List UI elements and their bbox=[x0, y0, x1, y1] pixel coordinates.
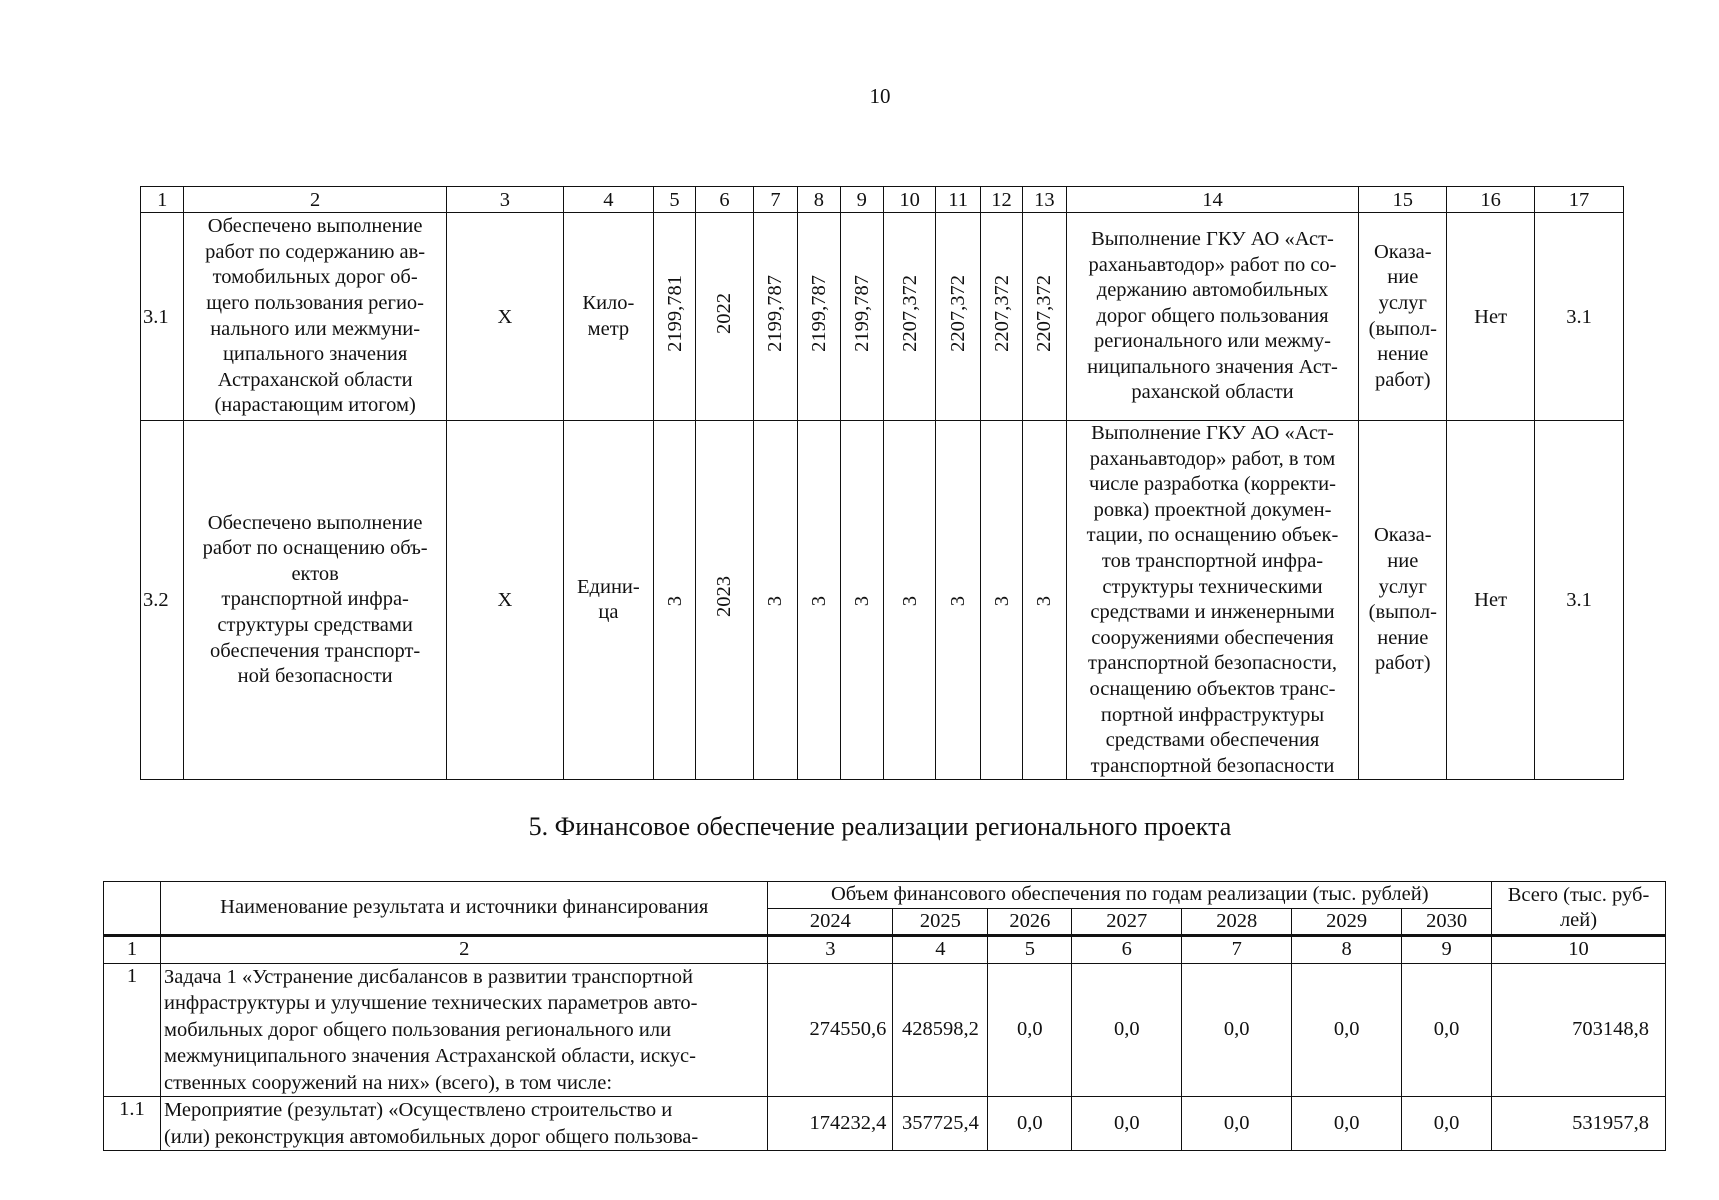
col17-value: 3.1 bbox=[1535, 421, 1624, 780]
year-header: 2030 bbox=[1402, 908, 1492, 936]
header-total: Всего (тыс. руб- лей) bbox=[1492, 882, 1666, 936]
page-number: 10 bbox=[869, 84, 891, 108]
value-cell: 3 bbox=[840, 421, 883, 780]
result-name: Обеспечено выполнение работ по содержанию ав- томобильных дорог об- щего пользования регио- нального или межмуни- ципального значения Астраханской области (нарастающим итогом) bbox=[184, 213, 446, 421]
base-year: 2022 bbox=[696, 213, 754, 421]
column-number: 9 bbox=[1402, 936, 1492, 964]
base-value: 3 bbox=[653, 421, 695, 780]
value-cell: 0,0 bbox=[1182, 963, 1292, 1097]
value-cell: 0,0 bbox=[1402, 1097, 1492, 1151]
header-cell: 4 bbox=[563, 187, 653, 213]
task-name: Мероприятие (результат) «Осуществлено строительство и (или) реконструкция автомобильных дорог общего пользова- bbox=[160, 1097, 767, 1151]
value-cell: 428598,2 bbox=[893, 963, 988, 1097]
column-number: 8 bbox=[1292, 936, 1402, 964]
header-cell: 6 bbox=[696, 187, 754, 213]
value-cell: 2207,372 bbox=[980, 213, 1022, 421]
col3-value: X bbox=[446, 421, 563, 780]
task-name: Задача 1 «Устранение дисбалансов в развитии транспортной инфраструктуры и улучшение технических параметров авто- мобильных дорог общего пользования регионального или межмуниципального значения Астраханской области, искус- ственных сооружений на них» (всего), в том числе: bbox=[160, 963, 767, 1097]
column-number: 5 bbox=[988, 936, 1072, 964]
column-number: 7 bbox=[1182, 936, 1292, 964]
row-number: 3.2 bbox=[141, 421, 184, 780]
col17-value: 3.1 bbox=[1535, 213, 1624, 421]
col16-value: Нет bbox=[1447, 213, 1535, 421]
value-cell: 174232,4 bbox=[768, 1097, 893, 1151]
value-cell: 0,0 bbox=[1072, 1097, 1182, 1151]
value-cell: 0,0 bbox=[1072, 963, 1182, 1097]
header-cell: 15 bbox=[1359, 187, 1447, 213]
unit: Едини- ца bbox=[563, 421, 653, 780]
value-cell: 0,0 bbox=[1182, 1097, 1292, 1151]
col16-value: Нет bbox=[1447, 421, 1535, 780]
value-cell: 2207,372 bbox=[1023, 213, 1066, 421]
value-cell: 0,0 bbox=[988, 963, 1072, 1097]
total-cell: 703148,8 bbox=[1492, 963, 1666, 1097]
col3-value: X bbox=[446, 213, 563, 421]
row-number: 1 bbox=[104, 963, 161, 1097]
year-header: 2029 bbox=[1292, 908, 1402, 936]
header-cell: 3 bbox=[446, 187, 563, 213]
header-cell: 5 bbox=[653, 187, 695, 213]
header-cell: 1 bbox=[141, 187, 184, 213]
header-cell: 7 bbox=[753, 187, 797, 213]
base-year: 2023 bbox=[696, 421, 754, 780]
value-cell: 3 bbox=[980, 421, 1022, 780]
header-cell: 9 bbox=[840, 187, 883, 213]
table-numbering-row bbox=[104, 936, 1666, 964]
value-cell: 2207,372 bbox=[936, 213, 980, 421]
table-row bbox=[141, 421, 1624, 780]
value-cell: 3 bbox=[883, 421, 935, 780]
column-number: 3 bbox=[768, 936, 893, 964]
header-cell: 11 bbox=[936, 187, 980, 213]
unit: Кило- метр bbox=[563, 213, 653, 421]
row-number: 3.1 bbox=[141, 213, 184, 421]
result-type: Оказа- ние услуг (выпол- нение работ) bbox=[1359, 421, 1447, 780]
section-title: 5. Финансовое обеспечение реализации регионального проекта bbox=[528, 812, 1232, 841]
column-number: 2 bbox=[160, 936, 767, 964]
financing-table bbox=[103, 881, 1666, 1151]
value-cell: 3 bbox=[753, 421, 797, 780]
table-row bbox=[141, 213, 1624, 421]
value-cell: 0,0 bbox=[988, 1097, 1072, 1151]
year-header: 2026 bbox=[988, 908, 1072, 936]
header-cell: 2 bbox=[184, 187, 446, 213]
year-header: 2024 bbox=[768, 908, 893, 936]
result-description: Выполнение ГКУ АО «Аст- раханьавтодор» работ по со- держанию автомобильных дорог общего пользования регионального или межму- ниципального значения Аст- раханской области bbox=[1066, 213, 1359, 421]
value-cell: 357725,4 bbox=[893, 1097, 988, 1151]
header-cell: 12 bbox=[980, 187, 1022, 213]
header-cell: 10 bbox=[883, 187, 935, 213]
column-number: 4 bbox=[893, 936, 988, 964]
column-number: 1 bbox=[104, 936, 161, 964]
header-cell: 17 bbox=[1535, 187, 1624, 213]
table-row bbox=[104, 1097, 1666, 1151]
header-empty-cell bbox=[104, 882, 161, 936]
table-row bbox=[104, 963, 1666, 1097]
value-cell: 3 bbox=[798, 421, 840, 780]
result-type: Оказа- ние услуг (выпол- нение работ) bbox=[1359, 213, 1447, 421]
base-value: 2199,781 bbox=[653, 213, 695, 421]
value-cell: 0,0 bbox=[1402, 963, 1492, 1097]
header-cell: 16 bbox=[1447, 187, 1535, 213]
column-number: 6 bbox=[1072, 936, 1182, 964]
value-cell: 2199,787 bbox=[798, 213, 840, 421]
value-cell: 0,0 bbox=[1292, 963, 1402, 1097]
year-header: 2025 bbox=[893, 908, 988, 936]
header-cell: 13 bbox=[1023, 187, 1066, 213]
value-cell: 2199,787 bbox=[753, 213, 797, 421]
value-cell: 3 bbox=[936, 421, 980, 780]
header-volume: Объем финансового обеспечения по годам реализации (тыс. рублей) bbox=[768, 882, 1492, 909]
row-number: 1.1 bbox=[104, 1097, 161, 1151]
table-header-row bbox=[104, 882, 1666, 909]
year-header: 2027 bbox=[1072, 908, 1182, 936]
column-number: 10 bbox=[1492, 936, 1666, 964]
total-cell: 531957,8 bbox=[1492, 1097, 1666, 1151]
results-table bbox=[140, 186, 1624, 780]
value-cell: 274550,6 bbox=[768, 963, 893, 1097]
value-cell: 3 bbox=[1023, 421, 1066, 780]
result-description: Выполнение ГКУ АО «Аст- раханьавтодор» работ, в том числе разработка (корректи- ровка) проектной докумен- тации, по оснащению объек- тов транспортной инфра- структуры техническими средствами и инженерными сооружениями обеспечения транспортной безопасности, оснащению объектов транс- портной инфраструктуры средствами обеспечения транспортной безопасности bbox=[1066, 421, 1359, 780]
year-header: 2028 bbox=[1182, 908, 1292, 936]
value-cell: 2207,372 bbox=[883, 213, 935, 421]
table-header-row bbox=[141, 187, 1624, 213]
result-name: Обеспечено выполнение работ по оснащению объ- ектов транспортной инфра- структуры средствами обеспечения транспорт- ной безопасности bbox=[184, 421, 446, 780]
header-result-name: Наименование результата и источники финансирования bbox=[160, 882, 767, 936]
header-cell: 14 bbox=[1066, 187, 1359, 213]
header-cell: 8 bbox=[798, 187, 840, 213]
value-cell: 0,0 bbox=[1292, 1097, 1402, 1151]
value-cell: 2199,787 bbox=[840, 213, 883, 421]
